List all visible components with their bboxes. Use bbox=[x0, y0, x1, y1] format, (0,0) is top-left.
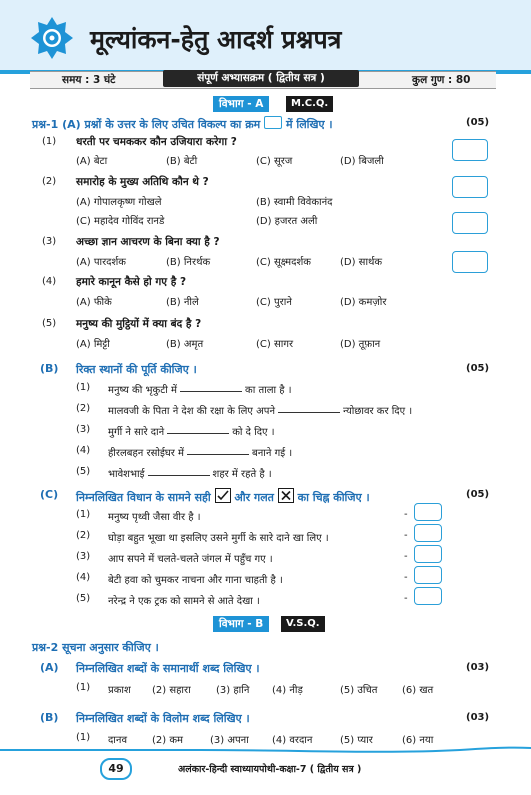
statement-num: (1) bbox=[76, 509, 91, 520]
q2a-score: (03) bbox=[466, 662, 490, 673]
q2-heading: प्रश्न-2 सूचना अनुसार कीजिए । bbox=[32, 641, 159, 654]
statement-text: मनुष्य पृथ्वी जैसा वीर है । bbox=[108, 512, 201, 523]
mcq-answer-box[interactable] bbox=[452, 251, 488, 273]
q1c-score: (05) bbox=[466, 489, 490, 500]
fill-blank-before: हीरलबहन रसोईघर में bbox=[108, 448, 185, 459]
mcq-question: मनुष्य की मुट्ठियों में क्या बंद है ? bbox=[76, 318, 202, 330]
true-false-box[interactable] bbox=[414, 566, 442, 584]
statement-num: (4) bbox=[76, 572, 91, 583]
mcq-option: (D) बिजली bbox=[340, 156, 384, 167]
page-number: 49 bbox=[100, 758, 132, 780]
mcq-option: (D) हजरत अली bbox=[256, 216, 318, 227]
mcq-option: (A) गोपालकृष्ण गोखले bbox=[76, 197, 162, 208]
blank-num: (3) bbox=[76, 424, 91, 435]
q1a-heading-text: प्रश्न-1 (A) प्रश्नों के उत्तर के लिए उचित विकल्प का क्रम bbox=[32, 118, 261, 131]
fill-blank-item bbox=[108, 382, 292, 396]
antonym-word: (1) bbox=[76, 732, 91, 743]
fill-blank-before: मुर्गी ने सारे दाने bbox=[108, 427, 165, 438]
q1a-score: (05) bbox=[466, 117, 490, 128]
q2b-score: (03) bbox=[466, 712, 490, 723]
mcq-option: (B) बेटी bbox=[166, 156, 198, 167]
footer-text: अलंकार-हिन्दी स्वाध्यायपोथी-कक्षा-7 ( द्वितीय सत्र ) bbox=[178, 764, 362, 775]
statement-num: (2) bbox=[76, 530, 91, 541]
dash: - bbox=[404, 530, 408, 541]
synonym-word: प्रकाश bbox=[108, 685, 131, 696]
q2a-label: (A) bbox=[40, 661, 59, 674]
statement-text: घोड़ा बहुत भूखा था इसलिए उसने मुर्गी के सारे दाने खा लिए । bbox=[108, 533, 329, 544]
q1a-heading-text-end: में लिखिए । bbox=[285, 118, 333, 131]
mcq-option: (D) तूफ़ान bbox=[340, 339, 381, 350]
dash: - bbox=[404, 593, 408, 604]
antonym-word: (6) नया bbox=[402, 735, 434, 746]
statement-num: (3) bbox=[76, 551, 91, 562]
mcq-num: (4) bbox=[42, 276, 57, 287]
q1c-heading bbox=[76, 488, 370, 505]
synonym-word: (2) सहारा bbox=[152, 685, 191, 696]
antonym-word: (4) वरदान bbox=[272, 735, 313, 746]
blank-num: (2) bbox=[76, 403, 91, 414]
mcq-num: (2) bbox=[42, 176, 57, 187]
mcq-option: (C) पुराने bbox=[256, 297, 292, 308]
mcq-option: (B) स्वामी विवेकानंद bbox=[256, 197, 333, 208]
synonym-word: (1) bbox=[76, 682, 91, 693]
mcq-option: (D) सार्थक bbox=[340, 257, 383, 268]
q1b-score: (05) bbox=[466, 363, 490, 374]
tick-box-icon bbox=[215, 488, 231, 503]
true-false-box[interactable] bbox=[414, 587, 442, 605]
mcq-option: (B) नीले bbox=[166, 297, 199, 308]
synonym-word: (3) हानि bbox=[216, 685, 250, 696]
antonym-word: (2) कम bbox=[152, 735, 184, 746]
mcq-option: (A) मिट्टी bbox=[76, 339, 110, 350]
fill-blank-after: का ताला है । bbox=[245, 385, 292, 396]
antonym-word: दानव bbox=[108, 735, 128, 746]
true-false-box[interactable] bbox=[414, 524, 442, 542]
mcq-answer-box[interactable] bbox=[452, 212, 488, 234]
antonym-word: (3) अपना bbox=[210, 735, 249, 746]
mcq-question: अच्छा ज्ञान आचरण के बिना क्या है ? bbox=[76, 236, 220, 248]
section-a-code: M.C.Q. bbox=[286, 96, 333, 112]
fill-blank-item bbox=[108, 466, 272, 480]
fill-blank-before: भावेशभाई bbox=[108, 469, 145, 480]
mcq-option: (D) कमज़ोर bbox=[340, 297, 387, 308]
synonym-word: (4) नीड़ bbox=[272, 685, 303, 696]
mcq-option: (A) फीके bbox=[76, 297, 112, 308]
inline-answer-box bbox=[264, 116, 282, 129]
statement-text: आप सपने में चलते-चलते जंगल में पहुँच गए । bbox=[108, 554, 273, 565]
fill-blank-item bbox=[108, 424, 275, 438]
mcq-num: (5) bbox=[42, 318, 57, 329]
fill-blank-item bbox=[108, 445, 292, 459]
section-b-tag: विभाग - B bbox=[213, 616, 269, 632]
statement-text: नरेन्द्र ने एक ट्रक को सामने से आते देखा । bbox=[108, 596, 260, 607]
total-marks: कुल गुण : 80 bbox=[412, 74, 471, 86]
fill-blank-after: को दे दिए । bbox=[232, 427, 275, 438]
synonym-word: (6) खत bbox=[402, 685, 434, 696]
q1a-heading bbox=[32, 116, 333, 132]
blank-num: (1) bbox=[76, 382, 91, 393]
synonym-word: (5) उचित bbox=[340, 685, 378, 696]
page-title: मूल्यांकन-हेतु आदर्श प्रश्नपत्र bbox=[90, 25, 342, 54]
mcq-num: (1) bbox=[42, 136, 57, 147]
blank-line[interactable] bbox=[148, 475, 210, 476]
section-b-code: V.S.Q. bbox=[281, 616, 325, 632]
mcq-question: समारोह के मुख्य अतिथि कौन थे ? bbox=[76, 176, 209, 188]
mcq-option: (A) पारदर्शक bbox=[76, 257, 126, 268]
blank-num: (5) bbox=[76, 466, 91, 477]
mcq-question: धरती पर चमककर कौन उजियारा करेगा ? bbox=[76, 136, 237, 148]
footer-wave bbox=[0, 744, 531, 758]
statement-num: (5) bbox=[76, 593, 91, 604]
mcq-answer-box[interactable] bbox=[452, 176, 488, 198]
mcq-answer-box[interactable] bbox=[452, 139, 488, 161]
mcq-option: (A) बेटा bbox=[76, 156, 108, 167]
mcq-option: (C) सूरज bbox=[256, 156, 293, 167]
q1c-label: (C) bbox=[40, 488, 59, 501]
fill-blank-before: मालवजी के पिता ने देश की रक्षा के लिए अपने bbox=[108, 406, 275, 417]
mcq-num: (3) bbox=[42, 236, 57, 247]
flower-logo-icon bbox=[30, 16, 74, 60]
fill-blank-before: मनुष्य की भृकुटी में bbox=[108, 385, 178, 396]
section-a-tag: विभाग - A bbox=[213, 96, 269, 112]
q1c-heading-part2: और गलत bbox=[234, 491, 274, 504]
q2b-heading: निम्नलिखित शब्दों के विलोम शब्द लिखिए । bbox=[76, 712, 250, 725]
true-false-box[interactable] bbox=[414, 545, 442, 563]
fill-blank-after: शहर में रहते है । bbox=[212, 469, 272, 480]
exam-time: समय : 3 घंटे bbox=[62, 74, 116, 86]
mcq-option: (C) महादेव गोविंद रानडे bbox=[76, 216, 165, 227]
dash: - bbox=[404, 551, 408, 562]
blank-line[interactable] bbox=[167, 433, 229, 434]
true-false-box[interactable] bbox=[414, 503, 442, 521]
q1c-heading-part1: निम्नलिखित विधान के सामने सही bbox=[76, 491, 211, 504]
cross-box-icon bbox=[278, 488, 294, 503]
blank-line[interactable] bbox=[278, 412, 340, 413]
mcq-option: (C) सागर bbox=[256, 339, 294, 350]
blank-num: (4) bbox=[76, 445, 91, 456]
blank-line[interactable] bbox=[180, 391, 242, 392]
mcq-option: (B) अमृत bbox=[166, 339, 204, 350]
fill-blank-after: न्योछावर कर दिए । bbox=[343, 406, 413, 417]
syllabus-label: संपूर्ण अभ्यासक्रम ( द्वितीय सत्र ) bbox=[163, 70, 359, 87]
q1b-label: (B) bbox=[40, 362, 59, 375]
mcq-option: (C) सूक्ष्मदर्शक bbox=[256, 257, 311, 268]
mcq-question: हमारे कानून कैसे हो गए है ? bbox=[76, 276, 187, 288]
blank-line[interactable] bbox=[187, 454, 249, 455]
q2a-heading: निम्नलिखित शब्दों के समानार्थी शब्द लिखिए । bbox=[76, 662, 260, 675]
q2b-label: (B) bbox=[40, 711, 59, 724]
mcq-option: (B) निरर्थक bbox=[166, 257, 211, 268]
dash: - bbox=[404, 572, 408, 583]
fill-blank-item bbox=[108, 403, 412, 417]
statement-text: बेटी हवा को चुमकर नाचना और गाना चाहती है । bbox=[108, 575, 283, 586]
dash: - bbox=[404, 509, 408, 520]
antonym-word: (5) प्यार bbox=[340, 735, 373, 746]
q1c-heading-part3: का चिह्न कीजिए । bbox=[297, 491, 370, 504]
fill-blank-after: बनाने गई । bbox=[252, 448, 293, 459]
q1b-heading: रिक्त स्थानों की पूर्ति कीजिए । bbox=[76, 363, 197, 376]
